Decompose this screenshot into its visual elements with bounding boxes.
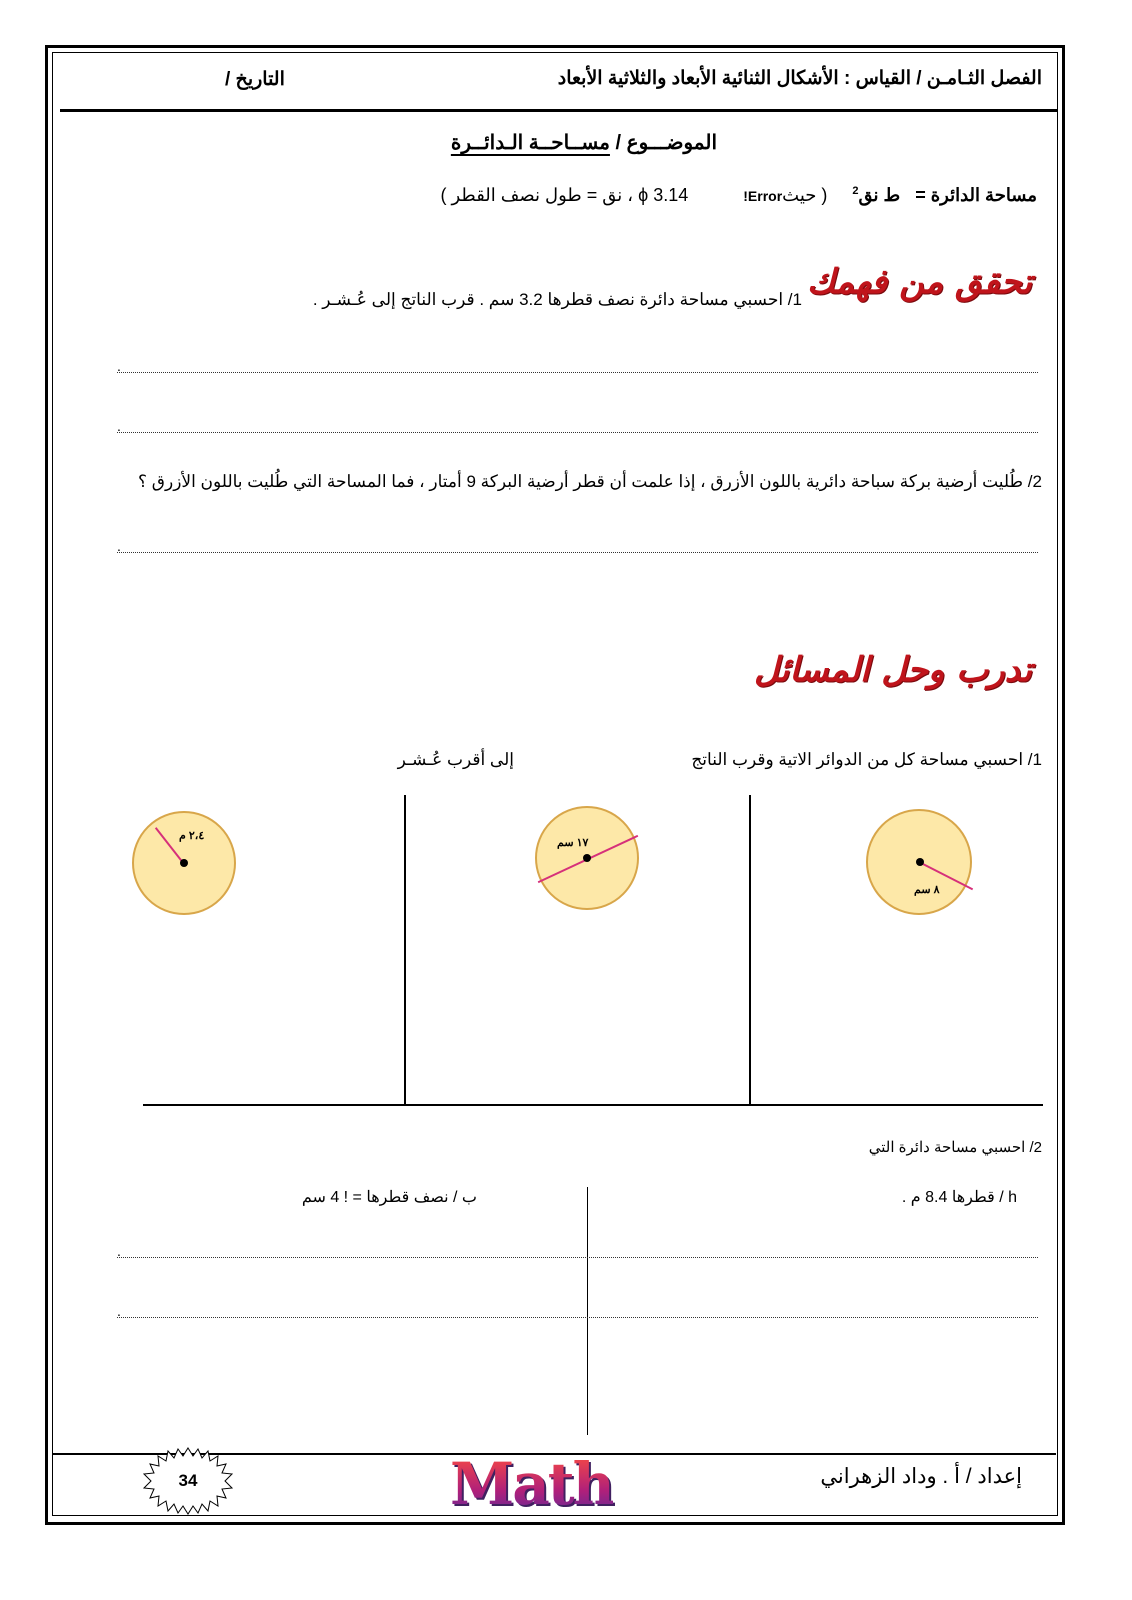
circle-label: ٨ سم — [914, 884, 940, 896]
answer-line — [117, 1317, 1038, 1318]
page-number-badge — [140, 1446, 236, 1516]
topic-heading — [451, 130, 717, 155]
section-divider — [143, 1104, 1043, 1106]
answer-line — [117, 432, 1038, 433]
center-point — [583, 854, 591, 862]
author-credit: إعداد / أ . وداد الزهراني — [820, 1465, 1022, 1488]
practice-question-1: 1/ احسبي مساحة كل من الدوائر الاتية وقرب الناتج — [691, 750, 1042, 769]
formula-rhs: ط نق — [858, 185, 901, 205]
topic-title: مســاحــة الـدائــرة — [450, 132, 610, 154]
answer-line-dot: . — [117, 538, 121, 554]
practice-question-2a: h / قطرها 8.4 م . — [901, 1189, 1017, 1206]
area-formula — [441, 185, 1038, 206]
formula-error: Error! — [743, 188, 783, 204]
answer-line — [117, 1257, 1038, 1258]
page-number: 34 — [178, 1471, 198, 1490]
answer-line-dot: . — [117, 1303, 121, 1319]
chapter-title: الفصل الثـامـن / القياس : الأشكال الثنائية الأبعاد والثلاثية الأبعاد — [557, 68, 1042, 89]
answer-line — [117, 552, 1038, 553]
circle-figure-3 — [132, 811, 236, 915]
circle-figure-1 — [866, 809, 972, 915]
formula-note-open: ( حيث — [782, 185, 828, 205]
question-2: 2/ طُليت أرضية بركة سباحة دائرية باللون الأزرق ، إذا علمت أن قطر أرضية البركة 9 أمتار ، فما المساحة التي طُليت باللون الأزرق ؟ — [138, 472, 1042, 491]
circle-figure-2 — [535, 806, 639, 910]
formula-lhs: مساحة الدائرة = — [915, 185, 1037, 205]
formula-exponent: 2 — [852, 185, 859, 197]
column-divider — [587, 1187, 588, 1435]
practice-question-2: 2/ احسبي مساحة دائرة التي — [868, 1139, 1042, 1156]
circle-label: ١٧ سم — [557, 837, 589, 849]
answer-line-dot: . — [117, 418, 121, 434]
math-logo: Math — [450, 1450, 613, 1518]
section-practice-title: تدرب وحل المسائل — [754, 650, 1032, 690]
column-divider — [749, 795, 751, 1105]
answer-line — [117, 372, 1038, 373]
practice-question-1-rounding: إلى أقرب عُـشـر — [397, 750, 514, 769]
center-point — [180, 859, 188, 867]
formula-note-rest: ، نق = طول نصف القطر ) — [440, 185, 634, 205]
practice-question-2b: ب / نصف قطرها = ! 4 سم — [301, 1189, 477, 1206]
topic-label: الموضـــوع / — [615, 132, 717, 154]
column-divider — [404, 795, 406, 1105]
question-1: 1/ احسبي مساحة دائرة نصف قطرها 3.2 سم . قرب الناتج إلى عُـشـر . — [312, 290, 802, 309]
center-point — [916, 858, 924, 866]
answer-line-dot: . — [117, 358, 121, 374]
date-label: التاريخ / — [225, 69, 285, 90]
answer-line-dot: . — [117, 1243, 121, 1259]
header-divider — [60, 109, 1057, 112]
formula-pi: ϕ 3.14 — [638, 185, 689, 205]
circle-label: ٢،٤ م — [179, 830, 205, 842]
section-check-understanding-title: تحقق من فهمك — [807, 262, 1032, 302]
